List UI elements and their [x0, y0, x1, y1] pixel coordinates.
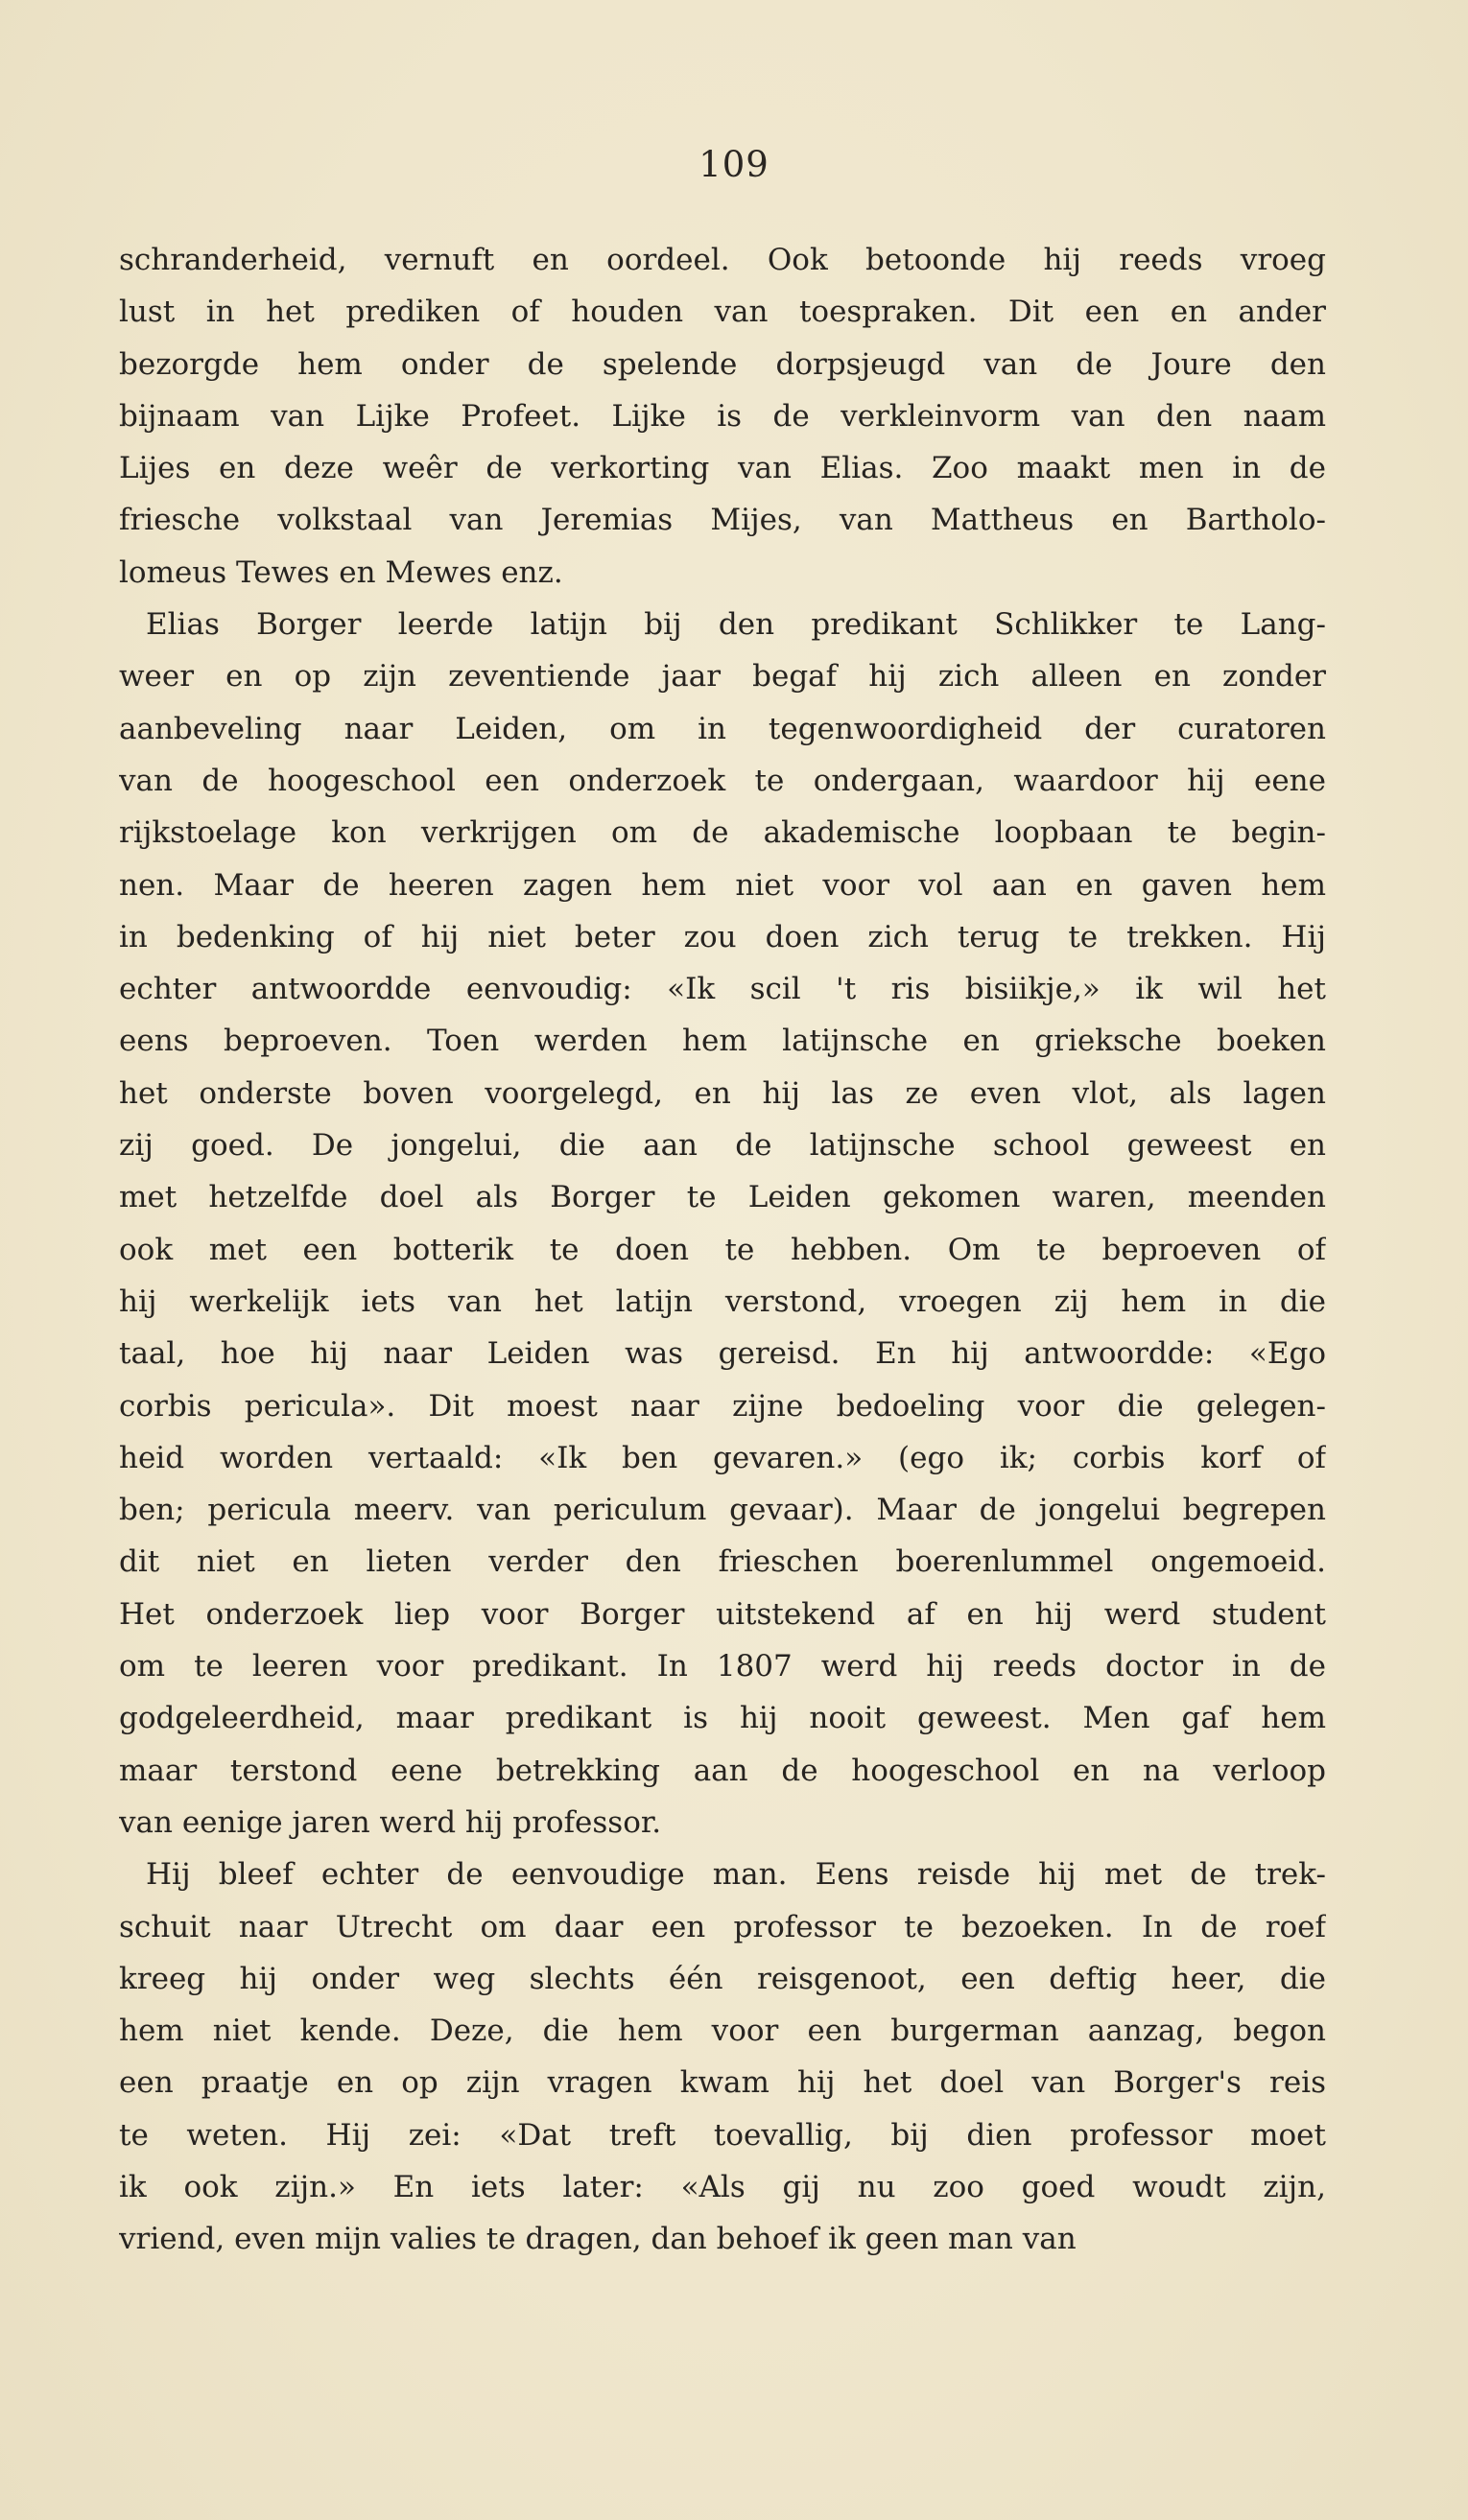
text-line: Elias Borger leerde latijn bij den predikant Schlikker te Lang- [146, 607, 1326, 643]
paragraph [119, 1849, 1326, 2265]
text-line: rijkstoelage kon verkrijgen om de akademische loopbaan te begin- [119, 815, 1326, 851]
text-line: met hetzelfde doel als Borger te Leiden gekomen waren, meenden [119, 1180, 1326, 1215]
text-line: Lijes en deze weêr de verkorting van Elias. Zoo maakt men in de [119, 451, 1326, 486]
text-line: maar terstond eene betrekking aan de hoogeschool en na verloop [119, 1753, 1326, 1788]
text-line: van de hoogeschool een onderzoek te ondergaan, waardoor hij eene [119, 763, 1326, 798]
text-line: echter antwoordde eenvoudig: «Ik scil 't ris bisiikje,» ik wil het [119, 972, 1326, 1007]
text-line: schuit naar Utrecht om daar een professor te bezoeken. In de roef [119, 1909, 1326, 1944]
paragraph [119, 599, 1326, 1849]
text-line: het onderste boven voorgelegd, en hij las ze even vlot, als lagen [119, 1075, 1326, 1111]
text-line: te weten. Hij zei: «Dat treft toevallig, bij dien professor moet [119, 2117, 1326, 2153]
text-line: ik ook zijn.» En iets later: «Als gij nu zoo goed woudt zijn, [119, 2169, 1326, 2204]
text-line: ben; pericula meerv. van periculum gevaar). Maar de jongelui begrepen [119, 1493, 1326, 1528]
text-line: kreeg hij onder weg slechts één reisgenoot, een deftig heer, die [119, 1961, 1326, 1996]
text-line: bezorgde hem onder de spelende dorpsjeugd van de Joure den [119, 346, 1326, 382]
text-line: een praatje en op zijn vragen kwam hij het doel van Borger's reis [119, 2065, 1326, 2101]
text-line: bijnaam van Lijke Profeet. Lijke is de verkleinvorm van den naam [119, 398, 1326, 434]
page-number: 109 [698, 144, 770, 185]
text-line: lomeus Tewes en Mewes enz. [119, 554, 563, 590]
text-line: van eenige jaren werd hij professor. [119, 1804, 662, 1840]
text-line: taal, hoe hij naar Leiden was gereisd. En hij antwoordde: «Ego [119, 1336, 1326, 1372]
text-line: ook met een botterik te doen te hebben. Om te beproeven of [119, 1232, 1326, 1267]
text-line: dit niet en lieten verder den frieschen boerenlummel ongemoeid. [119, 1544, 1326, 1580]
text-line: Het onderzoek liep voor Borger uitstekend af en hij werd student [119, 1596, 1326, 1632]
page-body-text [119, 234, 1326, 2266]
text-line: nen. Maar de heeren zagen hem niet voor vol aan en gaven hem [119, 867, 1326, 903]
text-line: hij werkelijk iets van het latijn verstond, vroegen zij hem in die [119, 1284, 1326, 1319]
text-line: vriend, even mijn valies te dragen, dan behoef ik geen man van [119, 2222, 1077, 2257]
text-line: godgeleerdheid, maar predikant is hij nooit geweest. Men gaf hem [119, 1701, 1326, 1736]
text-line: friesche volkstaal van Jeremias Mijes, van Mattheus en Bartholo- [119, 503, 1326, 538]
text-line: in bedenking of hij niet beter zou doen zich terug te trekken. Hij [119, 919, 1326, 954]
text-line: zij goed. De jongelui, die aan de latijnsche school geweest en [119, 1128, 1326, 1164]
text-line: hem niet kende. Deze, die hem voor een burgerman aanzag, begon [119, 2014, 1326, 2049]
text-line: Hij bleef echter de eenvoudige man. Eens reisde hij met de trek- [146, 1857, 1326, 1893]
text-line: eens beproeven. Toen werden hem latijnsche en grieksche boeken [119, 1024, 1326, 1059]
paragraph [119, 234, 1326, 599]
text-line: heid worden vertaald: «Ik ben gevaren.» (ego ik; corbis korf of [119, 1440, 1326, 1475]
text-line: aanbeveling naar Leiden, om in tegenwoordigheid der curatoren [119, 711, 1326, 746]
text-line: corbis pericula». Dit moest naar zijne bedoeling voor die gelegen- [119, 1388, 1326, 1424]
text-line: lust in het prediken of houden van toespraken. Dit een en ander [119, 294, 1326, 330]
text-line: weer en op zijn zeventiende jaar begaf hij zich alleen en zonder [119, 659, 1326, 695]
text-line: om te leeren voor predikant. In 1807 werd hij reeds doctor in de [119, 1649, 1326, 1684]
text-line: schranderheid, vernuft en oordeel. Ook betoonde hij reeds vroeg [119, 243, 1326, 277]
